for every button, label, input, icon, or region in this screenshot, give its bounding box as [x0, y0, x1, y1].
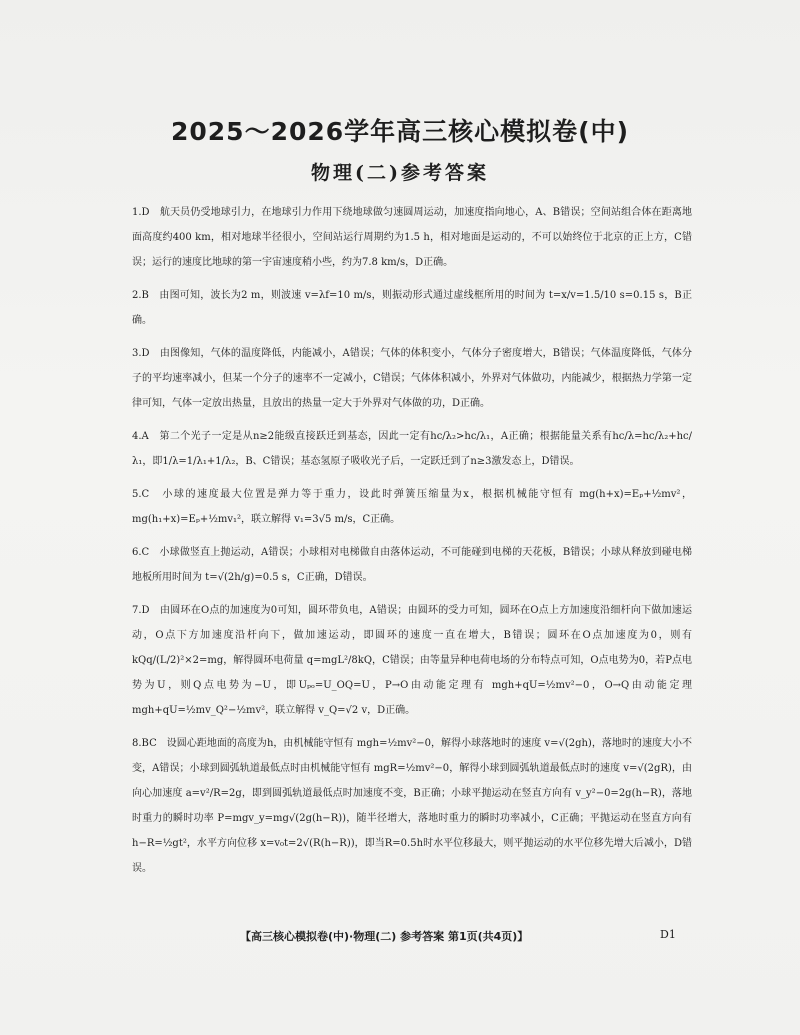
answer-item	[132, 598, 692, 723]
answer-item	[132, 731, 692, 881]
footer-page-info: 【高三核心模拟卷(中)·物理(二) 参考答案 第1页(共4页)】	[240, 930, 529, 943]
answer-list	[132, 200, 692, 889]
answer-number: 5.C	[132, 489, 150, 500]
page-subtitle: 物理(二)参考答案	[311, 162, 489, 184]
answer-item	[132, 424, 692, 474]
answer-text: 由圆环在O点的加速度为0可知，圆环带负电，A错误；由圆环的受力可知，圆环在O点上方加速度沿细杆向下做加速运动，O点下方加速度沿杆向下，做加速运动，即圆环的速度一直在增大，B错误；圆环在O点加速度为0，则有 kQq/(L/2)²×2=mg，解得圆环电荷量 q=mgL²/8kQ，C错误；由等量异种电荷电场的分布特点可知，O点电势为0，若P点电势为U，则Q点电势为−U，即Uₚₒ=U_OQ=U，P→O由动能定理有 mgh+qU=½mv²−0，O→Q由动能定理 mgh+qU=½mv_Q²−½mv²，联立解得 v_Q=√2 v，D正确。	[132, 605, 693, 716]
answer-item	[132, 283, 692, 333]
answer-number: 2.B	[132, 290, 149, 301]
answer-number: 1.D	[132, 207, 150, 218]
answer-text: 小球做竖直上抛运动，A错误；小球相对电梯做自由落体运动，不可能碰到电梯的天花板，B错误；小球从释放到碰电梯地板所用时间为 t=√(2h/g)=0.5 s，C正确，D错误。	[132, 547, 692, 583]
answer-text: 航天员仍受地球引力，在地球引力作用下绕地球做匀速圆周运动，加速度指向地心，A、B错误；空间站组合体在距离地面高度约400 km，相对地球半径很小，空间站运行周期约为1.5 h，相对地面是运动的，不可以始终位于北京的正上方，C错误；运行的速度比地球的第一宇宙速度稍小些，约为7.8 km/s，D正确。	[132, 207, 692, 268]
answer-number: 7.D	[132, 605, 150, 616]
answer-item	[132, 482, 692, 532]
answer-text: 第二个光子一定是从n≥2能级直接跃迁到基态，因此一定有hc/λ₂>hc/λ₁，A正确；根据能量关系有hc/λ=hc/λ₂+hc/λ₁，即1/λ=1/λ₁+1/λ₂，B、C错误；基态氢原子吸收光子后，一定跃迁到了n≥3激发态上，D错误。	[132, 431, 693, 467]
page-title: 2025～2026学年高三核心模拟卷(中)	[170, 117, 629, 146]
footer-code: D1	[660, 928, 676, 941]
answer-text: 由图像知，气体的温度降低，内能减小，A错误；气体的体积变小，气体分子密度增大，B错误；气体温度降低，气体分子的平均速率减小，但某一个分子的速率不一定减小，C错误；气体体积减小，外界对气体做功，内能减少，根据热力学第一定律可知，气体一定放出热量，且放出的热量一定大于外界对气体做的功，D正确。	[132, 348, 692, 409]
answer-text: 由图可知，波长为2 m，则波速 v=λf=10 m/s，则振动形式通过虚线框所用的时间为 t=x/v=1.5/10 s=0.15 s，B正确。	[132, 290, 693, 326]
answer-text: 设圆心距地面的高度为h，由机械能守恒有 mgh=½mv²−0，解得小球落地时的速度 v=√(2gh)，落地时的速度大小不变，A错误；小球到圆弧轨道最低点时由机械能守恒有 mgR=½mv²−0，解得小球到圆弧轨道最低点时的速度 v=√(2gR)，由向心加速度 a=v²/R=2g，即到圆弧轨道最低点时加速度不变，B正确；小球平抛运动在竖直方向有 v_y²−0=2g(h−R)，落地时重力的瞬时功率 P=mgv_y=mg√(2g(h−R))，随半径增大，落地时重力的瞬时功率减小，C正确；平抛运动在竖直方向有 h−R=½gt²，水平方向位移 x=v₀t=2√(R(h−R))，即当R=0.5h时水平位移最大，则平抛运动的水平位移先增大后减小，D错误。	[132, 738, 693, 874]
answer-number: 3.D	[132, 348, 150, 359]
answer-number: 8.BC	[132, 738, 157, 749]
answer-number: 4.A	[132, 431, 149, 442]
answer-text: 小球的速度最大位置是弹力等于重力，设此时弹簧压缩量为x，根据机械能守恒有 mg(h+x)=Eₚ+½mv²，mg(h₁+x)=Eₚ+½mv₁²，联立解得 v₁=3√5 m/s，C正确。	[132, 489, 693, 525]
answer-item	[132, 540, 692, 590]
answer-item	[132, 200, 692, 275]
answer-number: 6.C	[132, 547, 150, 558]
answer-item	[132, 341, 692, 416]
